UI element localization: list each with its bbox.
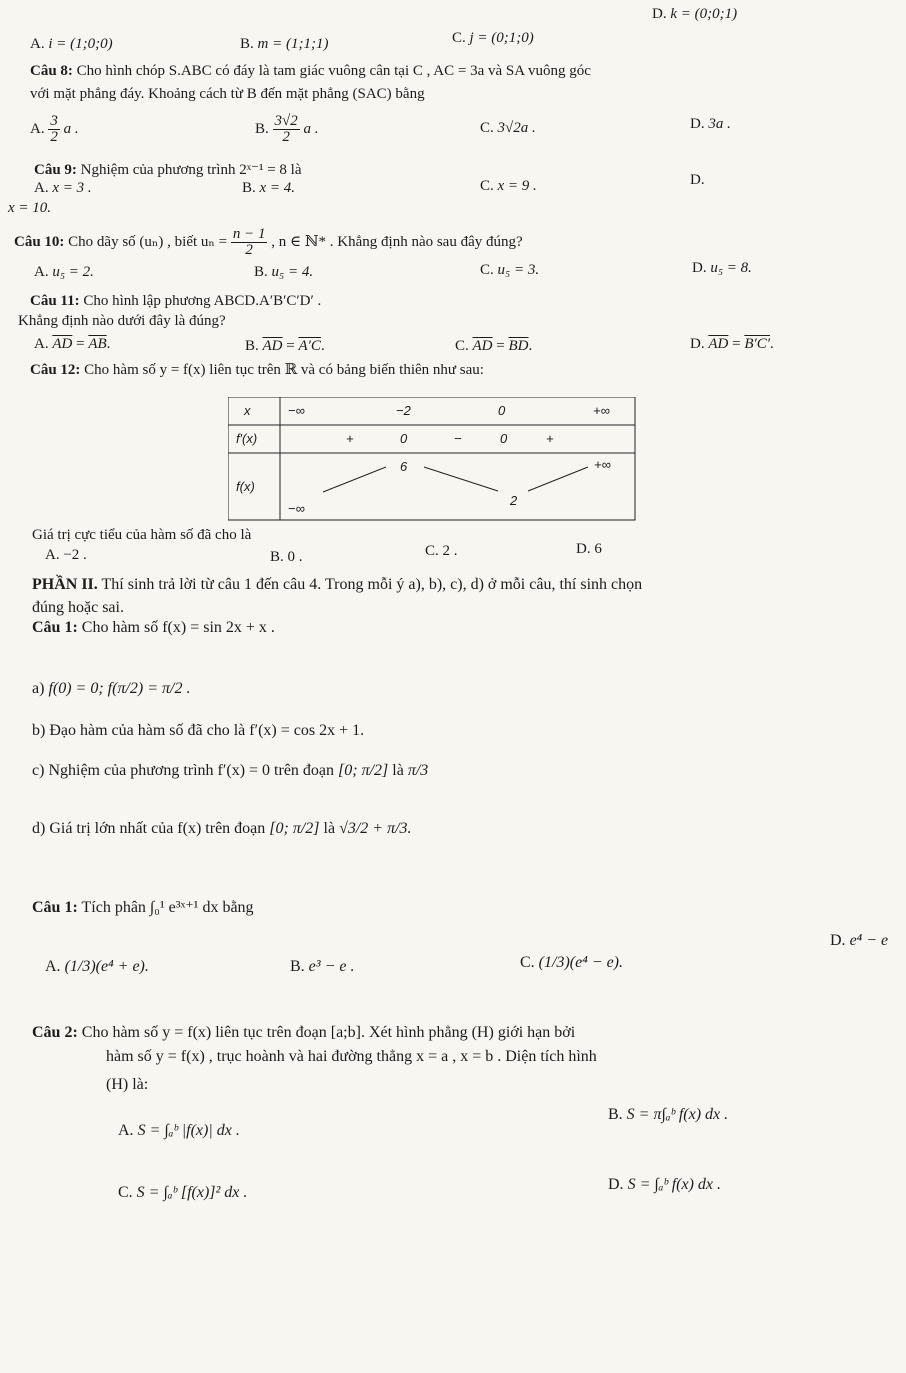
- part2-q1-stem: [32, 619, 275, 637]
- option-text: 6: [594, 541, 602, 557]
- section-text: Thí sinh trả lời từ câu 1 đến câu 4. Trong mỗi ý a), b), c), d) ở mỗi câu, thí sinh chọn: [101, 576, 643, 593]
- option-label: A.: [30, 120, 45, 137]
- option-label: B.: [290, 958, 305, 975]
- option-label: C.: [480, 178, 494, 194]
- option-label: D.: [652, 6, 667, 22]
- part3-q1-option-b: [290, 958, 354, 976]
- question-label: Câu 2:: [32, 1024, 78, 1041]
- vector: $\overline{AD}$: [262, 338, 283, 354]
- q8-option-c: [480, 120, 536, 137]
- q9-option-d-text: x = 10.: [8, 200, 52, 216]
- sign: 0: [500, 431, 508, 446]
- part3-q1-option-a: [45, 958, 149, 976]
- statement-value: √3/2 + π/3.: [339, 820, 412, 837]
- option-label: A.: [45, 547, 60, 563]
- q9-stem: [34, 160, 302, 179]
- question-label: Câu 1:: [32, 619, 78, 636]
- vector: B′C′: [744, 336, 771, 352]
- sign: +: [546, 431, 554, 446]
- q8-option-b: [255, 114, 319, 145]
- function-row-label: f(x): [236, 479, 255, 494]
- part3-q2-line1: [32, 1024, 575, 1042]
- q7-option-c: [452, 30, 534, 47]
- option-text: a .: [63, 120, 79, 137]
- part3-q2-option-c: [118, 1184, 247, 1202]
- statement-label: b): [32, 722, 46, 739]
- vector: $\overline{BD}$: [508, 338, 529, 354]
- option-text: j = (0;1;0): [469, 30, 534, 46]
- q12-question: Giá trị cực tiểu của hàm số đã cho là: [32, 527, 252, 543]
- question-text: Cho hàm số f(x) = sin 2x + x .: [81, 619, 275, 636]
- question-text: Cho hình lập phương ABCD.A′B′C′D′ .: [83, 293, 322, 309]
- denominator: 2: [245, 242, 253, 258]
- vector: $\overline{AD}$: [472, 338, 493, 354]
- question-text: với mặt phẳng đáy. Khoảng cách từ B đến mặt phẳng (SAC) bằng: [30, 86, 425, 102]
- q12-stem: [30, 360, 484, 379]
- derivative-row-label: f′(x): [236, 431, 258, 446]
- question-text: Cho hình chóp S.ABC có đáy là tam giác vuông cân tại C , AC = 3a và SA vuông góc: [76, 63, 591, 79]
- option-label: A.: [118, 1122, 134, 1139]
- option-label: D.: [608, 1176, 624, 1193]
- x-value: −2: [396, 403, 411, 418]
- option-text: S = π∫ₐᵇ f(x) dx .: [626, 1106, 729, 1123]
- question-label: Câu 8:: [30, 63, 73, 79]
- option-label: A.: [34, 264, 49, 280]
- q10-option-c: [480, 262, 539, 279]
- option-text: u₅ = 4.: [271, 264, 314, 280]
- denominator: 2: [50, 129, 58, 145]
- x-row-label: x: [244, 403, 251, 418]
- option-text: 2 .: [442, 543, 458, 559]
- decrease-arrow: [424, 467, 498, 491]
- option-label: B.: [608, 1106, 623, 1123]
- q9-option-d: [690, 172, 705, 189]
- numerator: 3√2: [274, 113, 298, 129]
- q11-option-a: A. $\overline{AD} = \overline{AB}$.: [34, 336, 111, 352]
- part2-statement-b: [32, 722, 364, 740]
- sign: 0: [400, 431, 408, 446]
- option-text: x = 9 .: [497, 178, 537, 194]
- numerator: n − 1: [232, 226, 266, 242]
- option-text: k = (0;0;1): [670, 6, 738, 22]
- part2-intro-line2: đúng hoặc sai.: [32, 599, 124, 616]
- question-text: Nghiệm của phương trình 2ˣ⁻¹ = 8 là: [80, 162, 302, 178]
- option-label: B.: [240, 36, 254, 52]
- statement-label: c): [32, 762, 45, 779]
- option-text: (1/3)(e⁴ − e).: [538, 954, 623, 971]
- option-text: u₅ = 3.: [497, 262, 540, 278]
- question-text: Khẳng định nào dưới đây là đúng?: [18, 313, 226, 329]
- q9-option-b: [242, 180, 295, 197]
- part3-q2-option-d: [608, 1176, 721, 1194]
- fraction: [273, 114, 300, 145]
- x-value: 0: [498, 403, 506, 418]
- increase-arrow: [323, 467, 386, 492]
- q9-option-c: [480, 178, 537, 195]
- question-text: Tích phân ∫₀¹ e³ˣ⁺¹ dx bằng: [81, 899, 254, 916]
- f-value: −∞: [288, 501, 305, 516]
- q8-option-d: [690, 116, 731, 133]
- option-label: C.: [425, 543, 439, 559]
- option-text: (1/3)(e⁴ + e).: [64, 958, 149, 975]
- vector: A′C: [298, 338, 321, 354]
- option-text: S = ∫ₐᵇ f(x) dx .: [627, 1176, 722, 1193]
- question-label: Câu 1:: [32, 899, 78, 916]
- statement-value: π/3: [407, 762, 429, 779]
- option-text: S = ∫ₐᵇ |f(x)| dx .: [137, 1122, 240, 1139]
- statement-text: là: [323, 820, 336, 837]
- option-text: i = (1;0;0): [48, 36, 113, 52]
- option-label: C.: [480, 262, 494, 278]
- q12-option-c: [425, 543, 458, 560]
- vector: $\overline{AD}$: [52, 336, 73, 352]
- statement-text: Giá trị lớn nhất của f(x) trên đoạn: [49, 820, 266, 837]
- statement-text: f(0) = 0; f(π/2) = π/2 .: [48, 680, 191, 697]
- q10-option-a: [34, 264, 94, 281]
- statement-text: Nghiệm của phương trình f′(x) = 0 trên đoạn: [48, 762, 335, 779]
- option-text: −2 .: [63, 547, 87, 563]
- q11-stem-line1: [30, 293, 321, 310]
- option-label: C.: [520, 954, 535, 971]
- denominator: 2: [282, 129, 290, 145]
- x-value: −∞: [288, 403, 305, 418]
- option-text: 3a .: [708, 116, 731, 132]
- q11-option-b: B. $\overline{AD} = A'C$.: [245, 338, 325, 354]
- statement-label: a): [32, 680, 45, 697]
- part2-statement-c: [32, 762, 428, 780]
- fraction: [231, 227, 268, 258]
- question-label: Câu 12:: [30, 362, 81, 378]
- f-value: +∞: [594, 457, 611, 472]
- option-text: m = (1;1;1): [257, 36, 329, 52]
- q11-stem-line2: [18, 313, 226, 330]
- part2-statement-d: [32, 820, 412, 838]
- option-label: A.: [45, 958, 61, 975]
- option-label: D.: [690, 172, 705, 188]
- option-label: B.: [245, 338, 259, 354]
- option-text: x = 4.: [259, 180, 296, 196]
- option-text: 3√2a .: [497, 120, 536, 136]
- interval: [0; π/2]: [269, 820, 320, 837]
- option-label: D.: [690, 116, 705, 132]
- option-label: B.: [242, 180, 256, 196]
- option-text: 0 .: [287, 549, 303, 565]
- option-label: C.: [452, 30, 466, 46]
- option-label: B.: [270, 549, 284, 565]
- part3-q1-stem: [32, 897, 254, 917]
- option-label: C.: [455, 338, 469, 354]
- option-text: S = ∫ₐᵇ [f(x)]² dx .: [136, 1184, 248, 1201]
- variation-table: [228, 397, 636, 521]
- option-label: C.: [480, 120, 494, 136]
- part2-intro-line1: [32, 576, 642, 594]
- statement-text: là: [392, 762, 404, 779]
- q7-option-d: [652, 6, 737, 23]
- option-label: D.: [692, 260, 707, 276]
- q7-option-b: [240, 36, 328, 53]
- part3-q2-line3: (H) là:: [106, 1076, 149, 1093]
- q10-stem: [14, 227, 523, 258]
- question-text: Cho hàm số y = f(x) liên tục trên ℝ và có bảng biến thiên như sau:: [84, 362, 484, 378]
- q8-stem-line2: [30, 86, 425, 103]
- q8-stem-line1: [30, 63, 591, 80]
- option-label: A.: [30, 36, 45, 52]
- q11-option-d: D. $\overline{AD} = B'C'$.: [690, 336, 774, 352]
- vector: $\overline{AB}$: [88, 336, 107, 352]
- option-text: a .: [303, 120, 319, 137]
- sign: +: [346, 431, 354, 446]
- increase-arrow: [528, 467, 588, 491]
- question-text: , n ∈ ℕ* . Khẳng định nào sau đây đúng?: [271, 233, 523, 250]
- q8-option-a: [30, 114, 79, 145]
- question-text: Cho hàm số y = f(x) liên tục trên đoạn [a;b]. Xét hình phẳng (H) giới hạn bởi: [81, 1024, 576, 1041]
- option-text: u₅ = 2.: [52, 264, 94, 280]
- numerator: 3: [50, 113, 58, 129]
- vector: $\overline{AD}$: [708, 336, 729, 352]
- option-label: A.: [34, 180, 49, 196]
- statement-text: Đạo hàm của hàm số đã cho là f′(x) = cos 2x + 1.: [49, 722, 365, 739]
- option-label: D.: [830, 932, 846, 949]
- f-value: 2: [510, 493, 518, 508]
- option-label: B.: [255, 120, 269, 137]
- option-text: u₅ = 8.: [710, 260, 752, 276]
- question-label: Câu 10:: [14, 233, 65, 250]
- f-value: 6: [400, 459, 408, 474]
- option-label: A.: [34, 336, 49, 352]
- part3-q1-option-d: [830, 932, 888, 950]
- q10-option-d: [692, 260, 752, 277]
- question-label: Câu 9:: [34, 162, 77, 178]
- q11-option-c: C. $\overline{AD} = \overline{BD}$.: [455, 338, 533, 354]
- q12-option-d: [576, 541, 602, 558]
- part3-q1-option-c: [520, 954, 623, 972]
- option-label: D.: [576, 541, 591, 557]
- x-value: +∞: [593, 403, 610, 418]
- sign: −: [454, 431, 462, 446]
- q12-option-a: [45, 547, 87, 564]
- q12-option-b: [270, 549, 303, 566]
- fraction: [48, 114, 60, 145]
- section-heading: PHẦN II.: [32, 576, 98, 593]
- part2-statement-a: [32, 680, 190, 698]
- option-text: e³ − e .: [308, 958, 355, 975]
- q10-option-b: [254, 264, 313, 281]
- question-label: Câu 11:: [30, 293, 80, 309]
- option-label: D.: [690, 336, 705, 352]
- interval: [0; π/2]: [338, 762, 389, 779]
- option-text: x = 3 .: [52, 180, 92, 196]
- part3-q2-option-a: [118, 1122, 240, 1140]
- part3-q2-option-b: [608, 1106, 728, 1124]
- q9-option-a: [34, 180, 92, 197]
- question-text: Cho dãy số (uₙ) , biết uₙ =: [68, 233, 228, 250]
- part3-q2-line2: hàm số y = f(x) , trục hoành và hai đường thẳng x = a , x = b . Diện tích hình: [106, 1048, 597, 1065]
- statement-label: d): [32, 820, 46, 837]
- q7-option-a: [30, 36, 113, 53]
- option-text: e⁴ − e: [849, 932, 889, 949]
- option-label: B.: [254, 264, 268, 280]
- option-label: C.: [118, 1184, 133, 1201]
